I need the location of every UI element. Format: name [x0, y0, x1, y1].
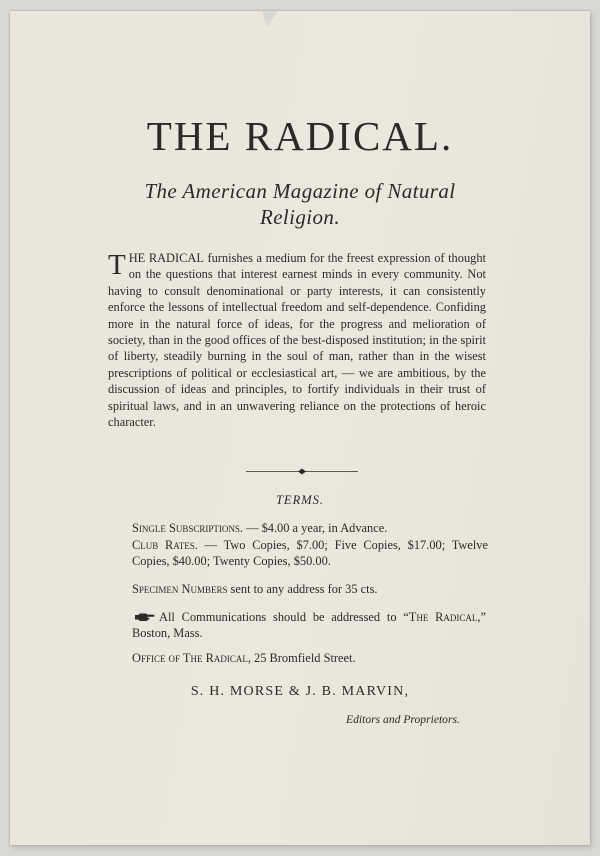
single-label: Single Subscriptions. [132, 521, 243, 535]
comm-text-1: All Communications should be addressed to “ [159, 610, 409, 624]
specimen-numbers [132, 581, 377, 597]
editors-role: Editors and Proprietors. [346, 713, 460, 726]
drop-cap: T [108, 249, 126, 281]
editors-names: S. H. MORSE & J. B. MARVIN, [190, 684, 410, 699]
pointing-hand-icon [132, 612, 156, 622]
ornamental-rule-icon [246, 468, 358, 475]
intro-paragraph [108, 250, 486, 430]
office-label: Office of The Radical [132, 651, 248, 665]
club-label: Club Rates. [132, 538, 198, 552]
page-title: THE RADICAL. [146, 113, 454, 159]
single-subscriptions [132, 520, 387, 536]
page-subtitle [0, 178, 600, 230]
club-rates [116, 537, 488, 570]
communications-note [116, 609, 486, 642]
single-text: — $4.00 a year, in Advance. [242, 521, 388, 535]
terms-heading: TERMS. [275, 493, 324, 507]
intro-body: furnishes a medium for the freest expression of thought on the questions that interest earnest minds in every community. Not having to consult denominational or party interests, it can consistently enforce the lessons of intellectual freedom and self-dependence. Confiding more in the natural force of ideas, for the progress and melioration of society, than in the good offices of the best-disposed institution; in the spirit of liberty, steadily burning in the soul of man, rather than in the wisest prescriptions of political or ecclesiastical art, — we are ambitious, by the discussion of ideas and principles, to fortify individuals in their trust of spiritual laws, and in an unwavering reliance on the protections of heroic character. [108, 251, 486, 430]
specimen-text: sent to any address for 35 cts. [227, 582, 378, 596]
subtitle-line-2: Religion. [259, 205, 340, 229]
subtitle-line-1: The American Magazine of Natural [144, 179, 456, 203]
office-text: , 25 Bromfield Street. [247, 651, 356, 665]
specimen-label: Specimen Numbers [132, 582, 228, 596]
club-text: — Two Copies, $7.00; Five Copies, $17.00; Twelve Copies, $40.00; Twenty Copies, $50.00. [132, 538, 488, 569]
office-address [132, 650, 356, 666]
intro-lead: HE RADICAL [128, 251, 204, 265]
comm-text-2: ,” Boston, Mass. [132, 610, 486, 641]
comm-radical: The Radical [408, 610, 478, 624]
